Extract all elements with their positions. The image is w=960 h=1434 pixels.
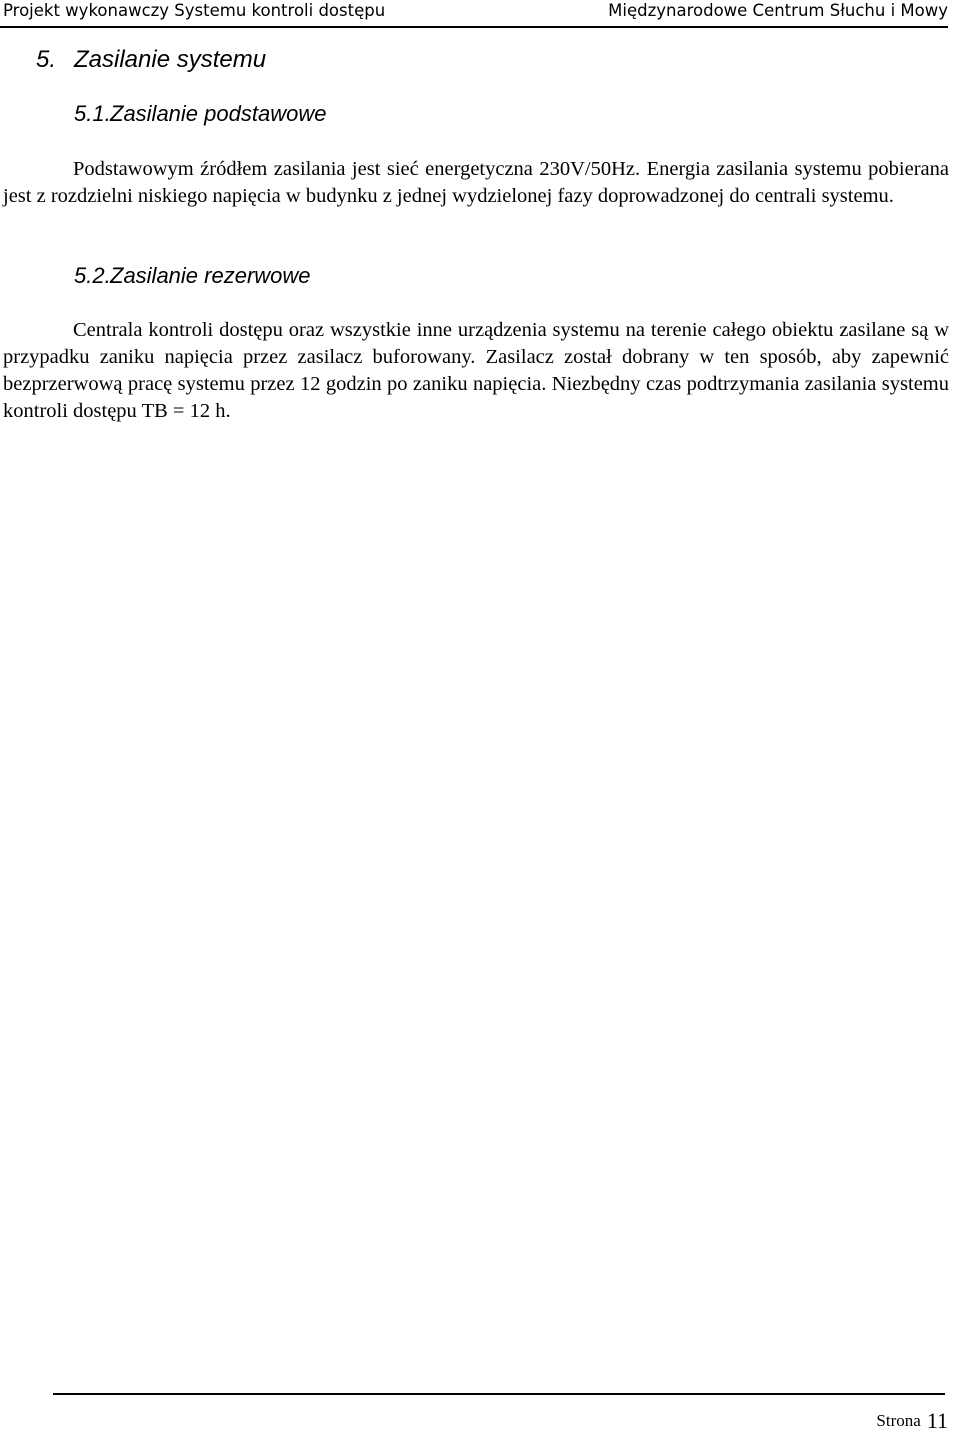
subsection-title: Zasilanie podstawowe — [110, 101, 327, 126]
section-heading — [36, 44, 266, 76]
paragraph-backup-power: Centrala kontroli dostępu oraz wszystkie inne urządzenia systemu na terenie całego obiektu zasilane są w przypadku zaniku napięcia przez zasilacz buforowany. Zasilacz został dobrany w ten sposób, aby zapewnić bezprzerwową pracę systemu przez 12 godzin po zaniku napięcia. Niezbędny czas podtrzymania zasilania systemu kontroli dostępu TB = 12 h. — [3, 319, 949, 422]
subsection-number: 5.1. — [74, 101, 111, 126]
page-footer — [876, 1408, 948, 1434]
subsection-title: Zasilanie rezerwowe — [110, 263, 311, 288]
subsection-heading-5-1 — [74, 99, 326, 129]
page-label: Strona — [876, 1411, 921, 1430]
subsection-number: 5.2. — [74, 263, 111, 288]
header-project-title: Projekt wykonawczy Systemu kontroli dostępu — [3, 1, 386, 20]
footer-divider — [53, 1393, 945, 1395]
paragraph-primary-power: Podstawowym źródłem zasilania jest sieć energetyczna 230V/50Hz. Energia zasilania systemu pobierana jest z rozdzielni niskiego napięcia w budynku z jednej wydzielonej fazy doprowadzonej do centrali systemu. — [3, 158, 949, 207]
section-number: 5. — [36, 46, 57, 73]
subsection-heading-5-2 — [74, 261, 311, 291]
section-title: Zasilanie systemu — [74, 46, 267, 73]
header-institution: Międzynarodowe Centrum Słuchu i Mowy — [608, 1, 948, 20]
page-number: 11 — [926, 1408, 948, 1433]
page-header — [0, 0, 948, 28]
